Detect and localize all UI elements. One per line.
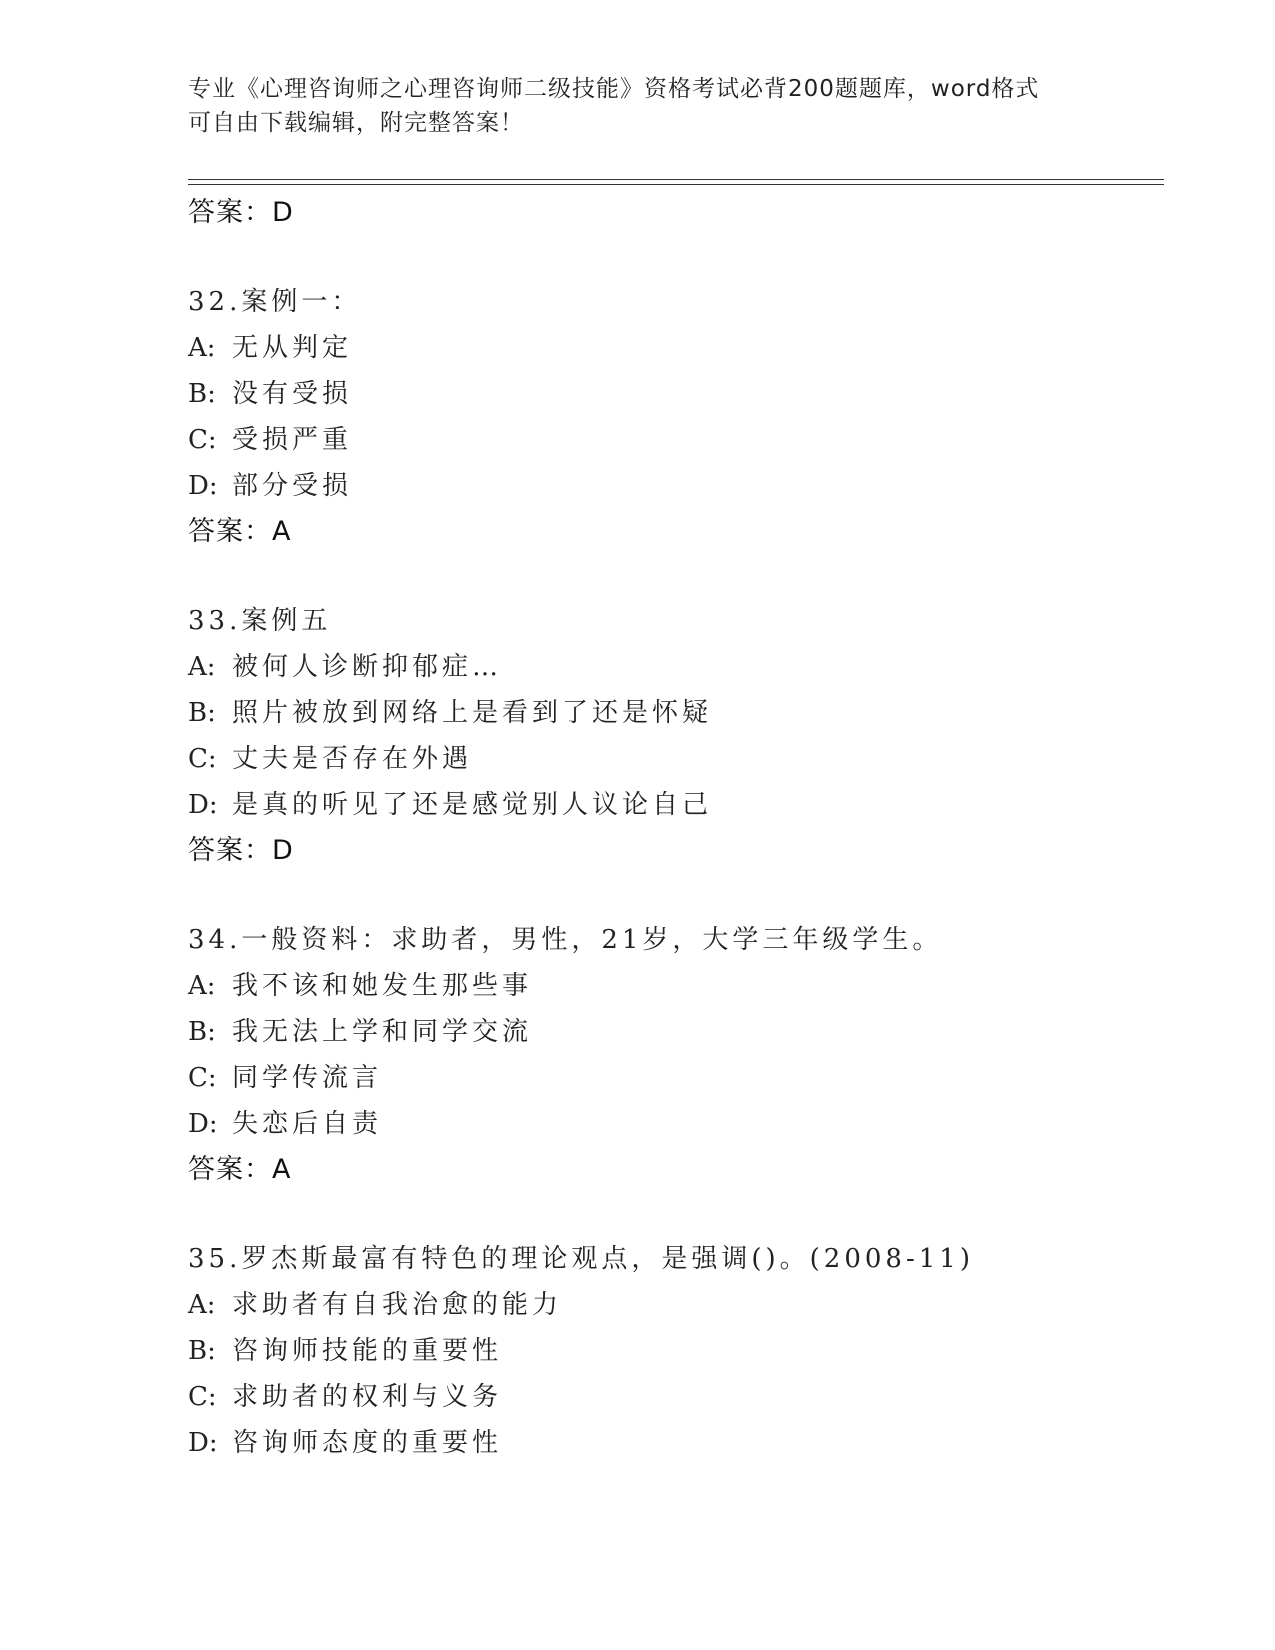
option-b: [188, 371, 1148, 417]
option-key: B:: [188, 379, 216, 409]
option-b: [188, 1009, 1148, 1055]
option-a: [188, 963, 1148, 1009]
option-text: 咨询师态度的重要性: [232, 1428, 503, 1458]
question-stem: 33.案例五: [188, 606, 332, 636]
option-key: A:: [188, 1290, 216, 1320]
option-key: C:: [188, 1382, 217, 1412]
header-divider-bottom: [188, 184, 1164, 185]
spacer: [188, 1193, 1148, 1236]
spacer: [188, 874, 1148, 917]
option-c: [188, 1055, 1148, 1101]
option-b: [188, 1328, 1148, 1374]
option-text: 求助者有自我治愈的能力: [232, 1290, 563, 1320]
answer-line: 答案：A: [188, 1154, 292, 1185]
option-text: 部分受损: [232, 471, 353, 501]
option-key: C:: [188, 744, 217, 774]
option-a: [188, 325, 1148, 371]
option-d: [188, 463, 1148, 509]
option-c: [188, 1374, 1148, 1420]
question-block-32: [188, 279, 1148, 555]
option-b: [188, 690, 1148, 736]
option-key: D:: [188, 1428, 218, 1458]
option-key: A:: [188, 652, 216, 682]
option-a: [188, 1282, 1148, 1328]
option-d: [188, 1101, 1148, 1147]
question-stem: 35.罗杰斯最富有特色的理论观点，是强调()。(2008-11): [188, 1244, 974, 1274]
answer-line: 答案：A: [188, 516, 292, 547]
document-header: [188, 72, 1068, 140]
question-block-35: [188, 1236, 1148, 1466]
question-block-33: [188, 598, 1148, 874]
option-text: 受损严重: [232, 425, 353, 455]
option-text: 照片被放到网络上是看到了还是怀疑: [232, 698, 713, 728]
option-key: D:: [188, 790, 218, 820]
option-text: 我无法上学和同学交流: [232, 1017, 533, 1047]
option-d: [188, 1420, 1148, 1466]
option-text: 没有受损: [232, 379, 353, 409]
option-a: [188, 644, 1148, 690]
option-key: B:: [188, 698, 216, 728]
question-stem: 32.案例一：: [188, 287, 362, 317]
answer-line: 答案：D: [188, 197, 294, 228]
option-key: D:: [188, 471, 218, 501]
option-key: C:: [188, 425, 217, 455]
option-text: 咨询师技能的重要性: [232, 1336, 503, 1366]
option-text: 求助者的权利与义务: [232, 1382, 503, 1412]
option-key: B:: [188, 1336, 216, 1366]
option-text: 丈夫是否存在外遇: [232, 744, 473, 774]
option-text: 被何人诊断抑郁症…: [232, 652, 503, 682]
question-block-34: [188, 917, 1148, 1193]
option-key: A:: [188, 971, 216, 1001]
option-d: [188, 782, 1148, 828]
spacer: [188, 236, 1148, 279]
option-text: 无从判定: [232, 333, 353, 363]
option-text: 我不该和她发生那些事: [232, 971, 533, 1001]
option-key: D:: [188, 1109, 218, 1139]
question-stem: 34.一般资料：求助者，男性，21岁，大学三年级学生。: [188, 925, 943, 955]
option-key: B:: [188, 1017, 216, 1047]
option-key: C:: [188, 1063, 217, 1093]
header-title-line-2: 可自由下载编辑，附完整答案！: [188, 110, 524, 136]
spacer: [188, 555, 1148, 598]
option-text: 同学传流言: [232, 1063, 383, 1093]
option-c: [188, 417, 1148, 463]
option-key: A:: [188, 333, 216, 363]
option-c: [188, 736, 1148, 782]
option-text: 失恋后自责: [232, 1109, 383, 1139]
option-text: 是真的听见了还是感觉别人议论自己: [232, 790, 713, 820]
header-title-line-1: 专业《心理咨询师之心理咨询师二级技能》资格考试必背200题题库，word格式: [188, 76, 1040, 102]
question-list: [188, 190, 1148, 1466]
answer-line: 答案：D: [188, 835, 294, 866]
header-divider-top: [188, 179, 1164, 180]
